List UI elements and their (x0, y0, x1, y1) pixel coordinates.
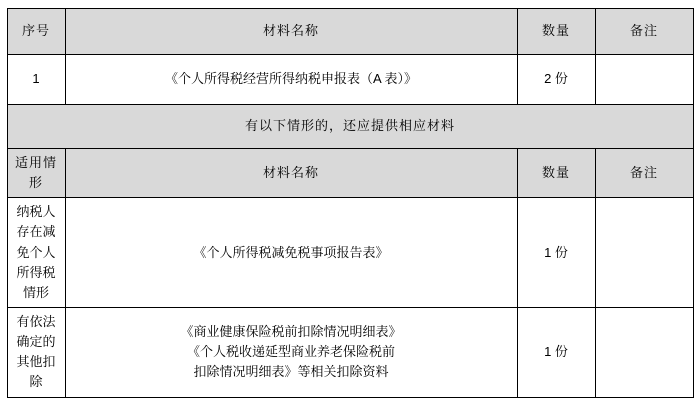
table-row (7, 198, 693, 308)
table-row (7, 55, 693, 105)
row-material-name (65, 198, 517, 308)
table-header-row (7, 9, 693, 55)
row-index: 1 (7, 55, 65, 105)
row-material-name (65, 307, 517, 397)
row-situation: 纳税人存在减免个人所得税情形 (7, 198, 65, 308)
material-line: 扣除情况明细表》等相关扣除资料 (193, 364, 389, 380)
materials-table (7, 8, 694, 398)
row-quantity: 1 份 (517, 198, 595, 308)
header-material-name: 材料名称 (65, 9, 517, 55)
table-row (7, 307, 693, 397)
header-remark: 备注 (595, 9, 693, 55)
subheader-quantity: 数量 (517, 149, 595, 198)
header-index: 序号 (7, 9, 65, 55)
sub-header-row (7, 149, 693, 198)
material-line: 《个人所得税减免税事项报告表》 (193, 244, 389, 260)
row-remark (595, 55, 693, 105)
row-remark (595, 307, 693, 397)
subheader-situation: 适用情形 (7, 149, 65, 198)
row-situation: 有依法确定的其他扣除 (7, 307, 65, 397)
subheader-material-name: 材料名称 (65, 149, 517, 198)
row-quantity: 1 份 (517, 307, 595, 397)
subheader-remark: 备注 (595, 149, 693, 198)
material-line: 《商业健康保险税前扣除情况明细表》 (180, 324, 402, 340)
section-band-row (7, 105, 693, 149)
row-material-name: 《个人所得税经营所得纳税申报表（A 表）》 (65, 55, 517, 105)
row-quantity: 2 份 (517, 55, 595, 105)
header-quantity: 数量 (517, 9, 595, 55)
material-line: 《个人税收递延型商业养老保险税前 (186, 344, 395, 360)
row-remark (595, 198, 693, 308)
section-band-text: 有以下情形的，还应提供相应材料 (7, 105, 693, 149)
